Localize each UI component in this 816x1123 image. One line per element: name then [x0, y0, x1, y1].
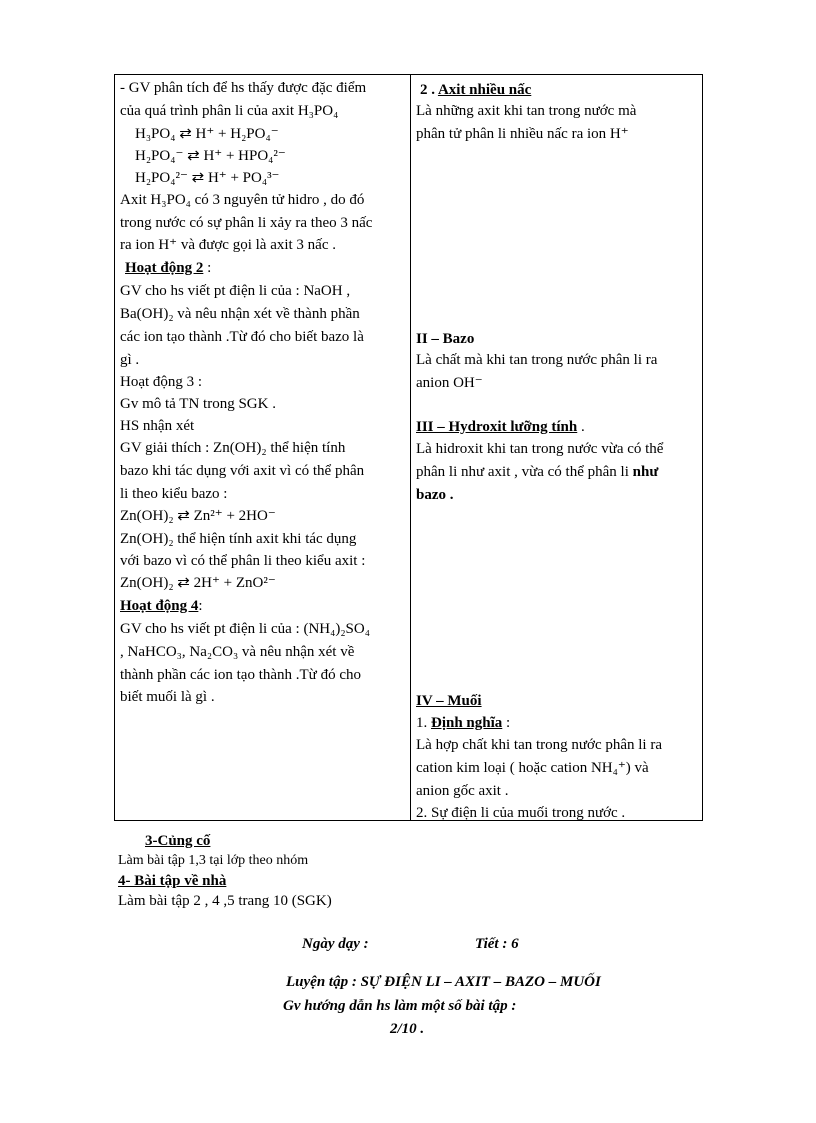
activity3-line-5: li theo kiểu bazo :	[120, 486, 228, 502]
left-intro-2: của quá trình phân li của axit H₃PO₄	[120, 103, 339, 119]
activity3-line-2: HS nhận xét	[120, 418, 195, 434]
section-2-heading	[420, 81, 531, 99]
activity-2-colon: :	[203, 260, 212, 276]
left-intro-1: - GV phân tích để hs thấy được đặc điểm	[120, 80, 367, 96]
activity-2-heading	[125, 259, 211, 277]
para1-line-3: ra ion H⁺ và được gọi là axit 3 nấc .	[120, 237, 336, 253]
activity2-line-2: Ba(OH)₂ và nêu nhận xét về thành phần	[120, 306, 360, 322]
para2-line-1: Zn(OH)₂ thể hiện tính axit khi tác dụng	[120, 531, 357, 547]
section-2-line-1: Là những axit khi tan trong nước mà	[416, 103, 637, 119]
equation-2: H₂PO₄⁻ ⇄ H⁺ + HPO₄²⁻	[135, 148, 286, 164]
section-hydroxit-line-2	[416, 463, 658, 481]
guide-line: Gv hướng dẫn hs làm một số bài tập :	[283, 998, 517, 1014]
section-bazo-line-1: Là chất mà khi tan trong nước phân li ra	[416, 352, 658, 368]
equation-1: H₃PO₄ ⇄ H⁺ + H₂PO₄⁻	[135, 126, 279, 142]
activity-2-title: Hoạt động 2	[125, 260, 204, 276]
equation-5: Zn(OH)₂ ⇄ 2H⁺ + ZnO²⁻	[120, 575, 276, 591]
section-hydroxit-heading	[416, 418, 585, 436]
homework-text: Làm bài tập 2 , 4 ,5 trang 10 (SGK)	[118, 893, 332, 909]
para1-line-2: trong nước có sự phân li xảy ra theo 3 nấc	[120, 215, 373, 231]
hydroxit-bold-nhu: như	[632, 464, 659, 480]
para2-line-2: với bazo vì có thể phân li theo kiểu axit :	[120, 553, 366, 569]
section-hydroxit-tail: .	[577, 419, 585, 435]
definition-number: 1.	[416, 715, 431, 731]
column-divider	[410, 75, 411, 820]
section-muoi-title: IV – Muối	[416, 693, 482, 709]
activity2-line-3: các ion tạo thành .Từ đó cho biết bazo là	[120, 329, 364, 345]
activity2-line-4: gì .	[120, 352, 140, 368]
section-hydroxit-line-3: bazo .	[416, 487, 454, 503]
lesson-table	[114, 74, 703, 821]
exercise-number: 2/10 .	[390, 1021, 425, 1037]
activity-4-title: Hoạt động 4	[120, 598, 199, 614]
activity-3-title: Hoạt động 3 :	[120, 374, 203, 390]
equation-4: Zn(OH)₂ ⇄ Zn²⁺ + 2HO⁻	[120, 508, 276, 524]
section-bazo-title: II – Bazo	[416, 331, 475, 347]
activity2-line-1: GV cho hs viết pt điện li của : NaOH ,	[120, 283, 351, 299]
lesson-title: Luyện tập : SỰ ĐIỆN LI – AXIT – BAZO – MUỐI	[286, 974, 601, 990]
definition-line-3: anion gốc axit .	[416, 783, 509, 799]
section-2-title: Axit nhiều nấc	[437, 82, 532, 98]
activity3-line-4: bazo khi tác dụng với axit vì có thể phân	[120, 463, 365, 479]
activity-4-heading	[120, 597, 203, 615]
para1-line-1: Axit H₃PO₄ có 3 nguyên tử hidro , do đó	[120, 192, 365, 208]
section-2-number: 2 .	[420, 82, 438, 98]
definition-colon: :	[502, 715, 511, 731]
activity4-line-3: thành phần các ion tạo thành .Từ đó cho	[120, 667, 361, 683]
activity3-line-3: GV giải thích : Zn(OH)₂ thể hiện tính	[120, 440, 346, 456]
consolidate-title: 3-Củng cố	[145, 833, 211, 849]
activity4-line-4: biết muối là gì .	[120, 689, 215, 705]
date-label: Ngày dạy :	[302, 936, 369, 952]
section-2-line-2: phân tử phân li nhiều nấc ra ion H⁺	[416, 126, 629, 142]
lesson-number: Tiết : 6	[475, 936, 519, 952]
section-bazo-line-2: anion OH⁻	[416, 375, 483, 391]
definition-line-2: cation kim loại ( hoặc cation NH₄⁺) và	[416, 760, 649, 776]
definition-line-1: Là hợp chất khi tan trong nước phân li ra	[416, 737, 663, 753]
consolidate-text: Làm bài tập 1,3 tại lớp theo nhóm	[118, 853, 309, 868]
definition-title: Định nghĩa	[431, 715, 503, 731]
section-hydroxit-title: III – Hydroxit lưỡng tính	[416, 419, 578, 435]
activity4-line-1: GV cho hs viết pt điện li của : (NH₄)₂SO₄	[120, 621, 370, 637]
activity3-line-1: Gv mô tả TN trong SGK .	[120, 396, 276, 412]
salt-ionization-item: 2. Sự điện li của muối trong nước .	[416, 805, 626, 821]
definition-heading	[416, 714, 510, 732]
section-hydroxit-line-1: Là hidroxit khi tan trong nước vừa có thể	[416, 441, 664, 457]
equation-3: H₂PO₄²⁻ ⇄ H⁺ + PO₄³⁻	[135, 170, 280, 186]
hydroxit-line-2-text: phân li như axit , vừa có thể phân li	[416, 464, 633, 480]
homework-title: 4- Bài tập về nhà	[118, 873, 227, 889]
activity-4-colon: :	[198, 598, 203, 614]
activity4-line-2: , NaHCO₃, Na₂CO₃ và nêu nhận xét về	[120, 644, 355, 660]
